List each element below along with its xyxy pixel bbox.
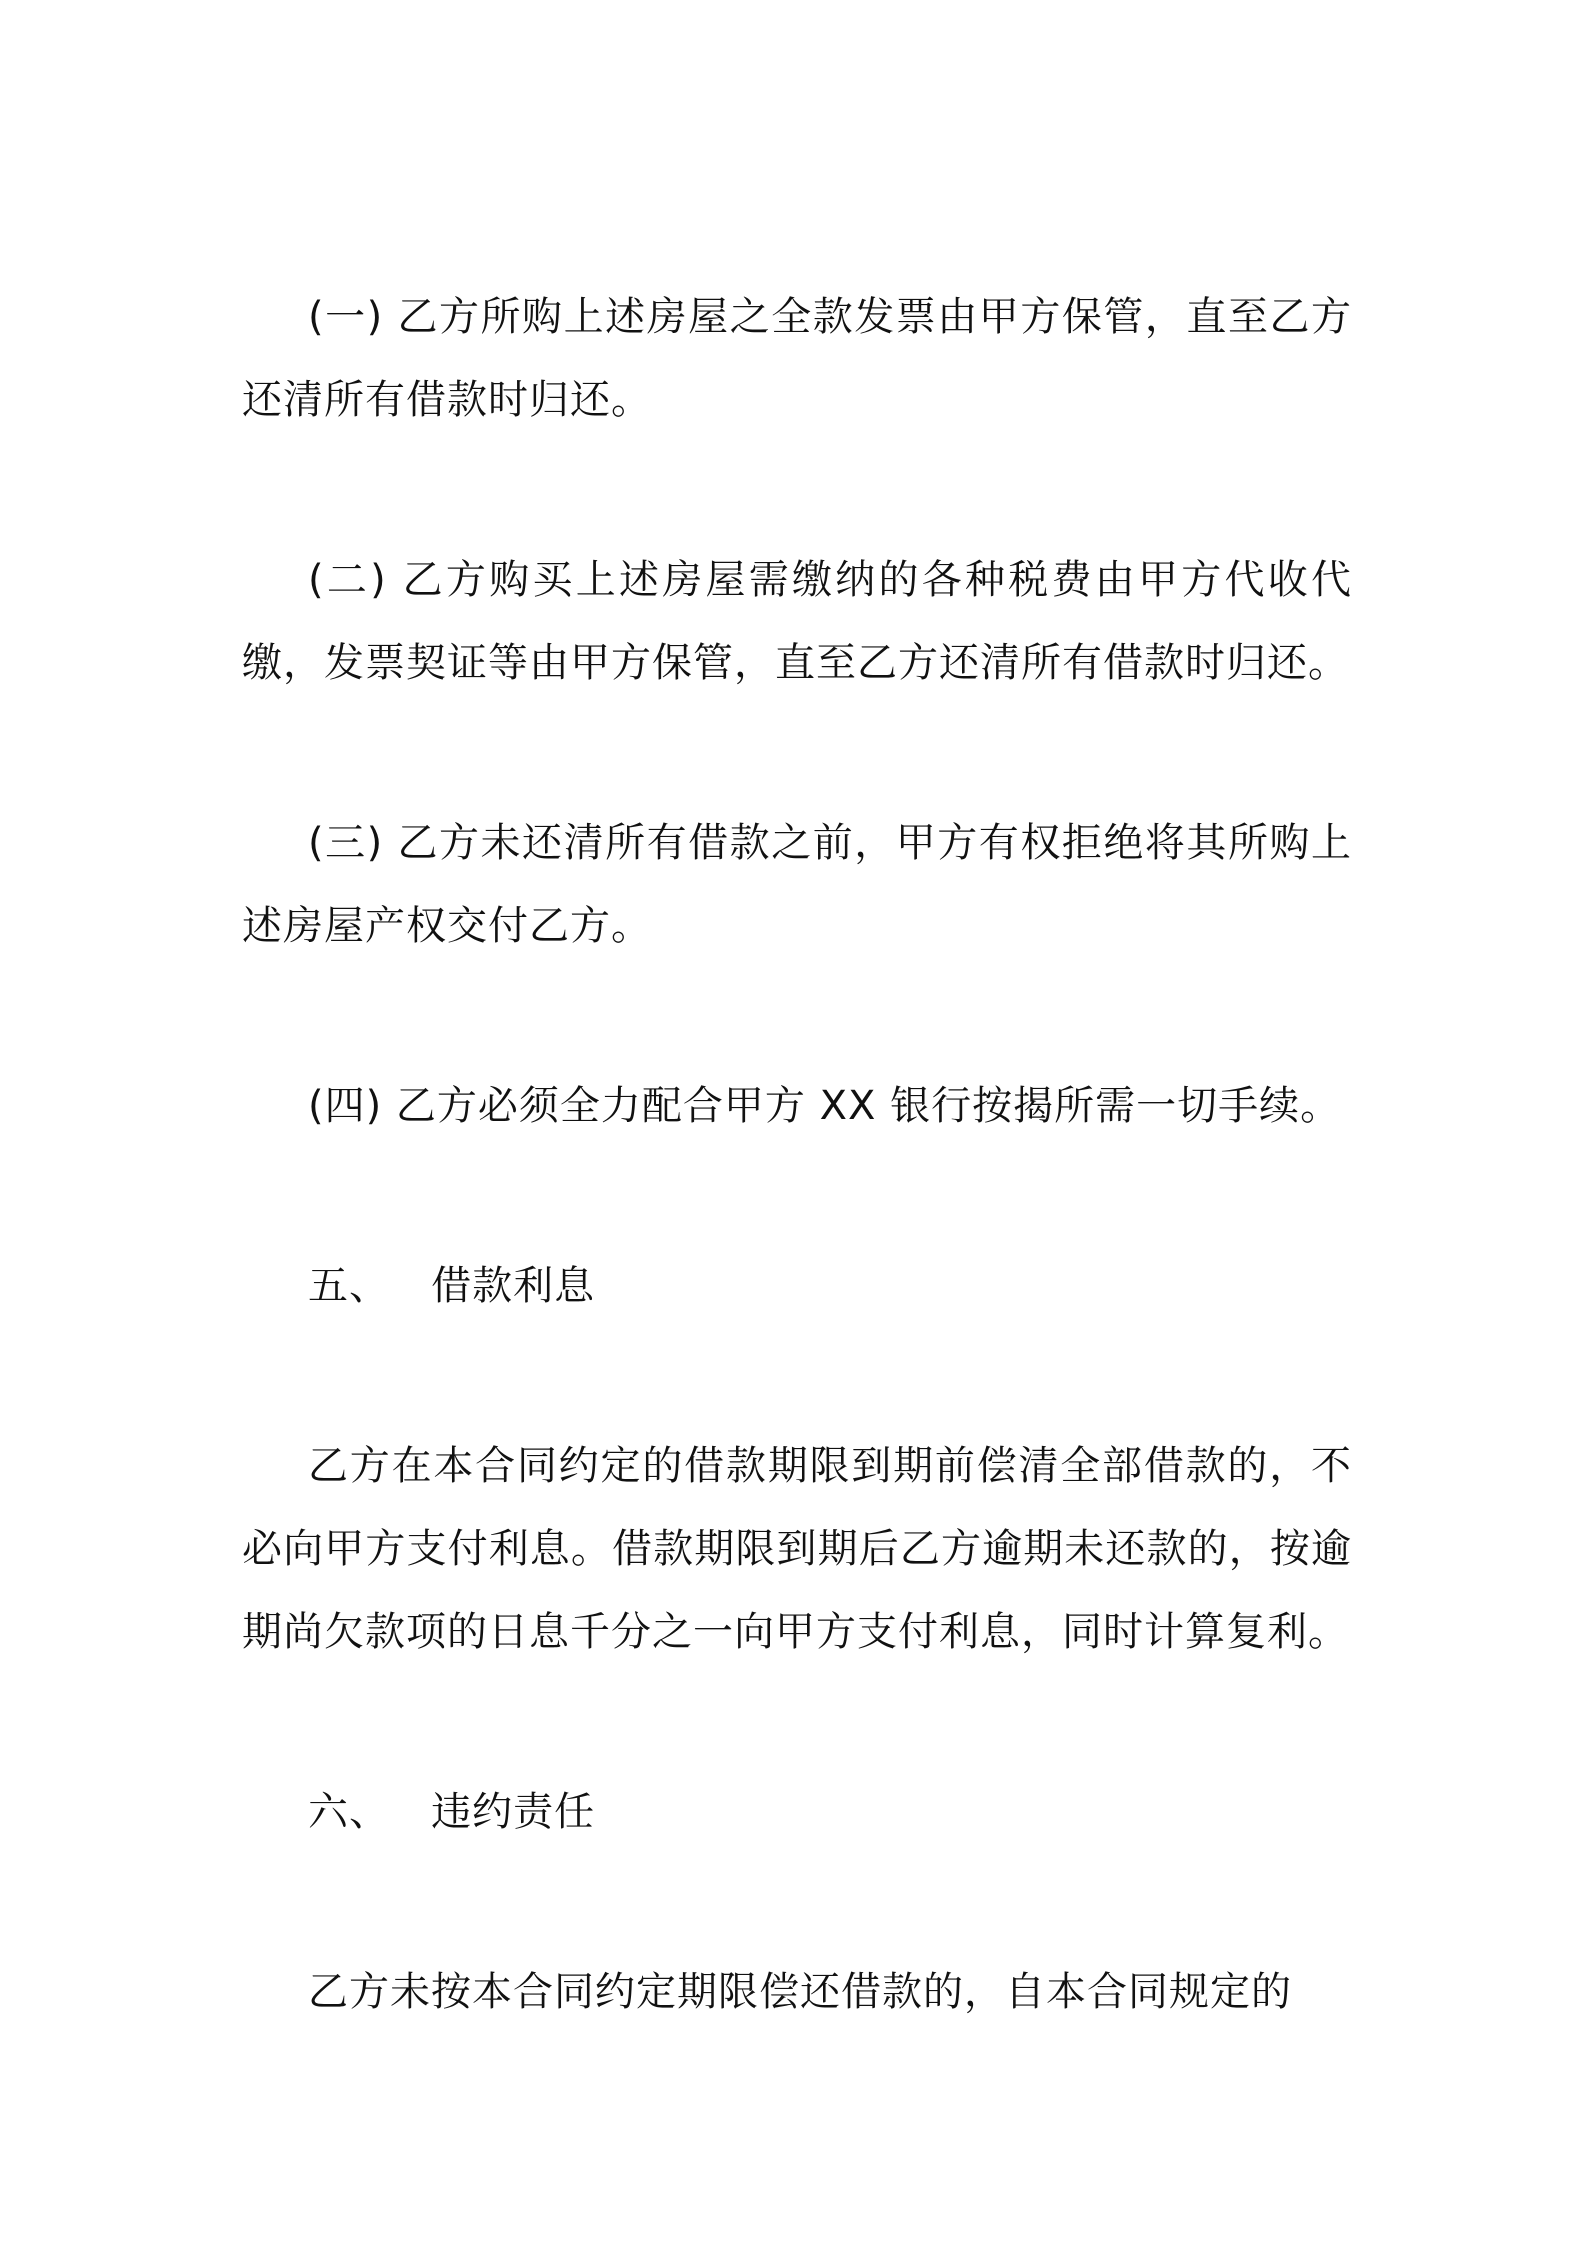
section-5-title: 借款利息 (431, 1263, 596, 1309)
section-6-heading (242, 1771, 1352, 1854)
clause-3: (三) 乙方未还清所有借款之前，甲方有权拒绝将其所购上述房屋产权交付乙方。 (242, 820, 1352, 949)
section-5-body: 乙方在本合同约定的借款期限到期前偿清全部借款的，不必向甲方支付利息。借款期限到期后乙方逾期未还款的，按逾期尚欠款项的日息千分之一向甲方支付利息，同时计算复利。 (242, 1443, 1352, 1655)
section-6-title: 违约责任 (431, 1789, 596, 1835)
clause-4: (四) 乙方必须全力配合甲方 XX 银行按揭所需一切手续。 (308, 1083, 1342, 1129)
section-6-number: 六、 (308, 1789, 390, 1835)
section-5-heading (242, 1245, 1352, 1328)
clause-1: (一) 乙方所购上述房屋之全款发票由甲方保管，直至乙方还清所有借款时归还。 (242, 294, 1352, 423)
section-5-number: 五、 (308, 1263, 390, 1309)
clause-2: (二) 乙方购买上述房屋需缴纳的各种税费由甲方代收代缴，发票契证等由甲方保管，直至乙方还清所有借款时归还。 (242, 557, 1352, 686)
section-6-body: 乙方未按本合同约定期限偿还借款的，自本合同规定的 (308, 1969, 1292, 2015)
document-body (242, 276, 1352, 2131)
